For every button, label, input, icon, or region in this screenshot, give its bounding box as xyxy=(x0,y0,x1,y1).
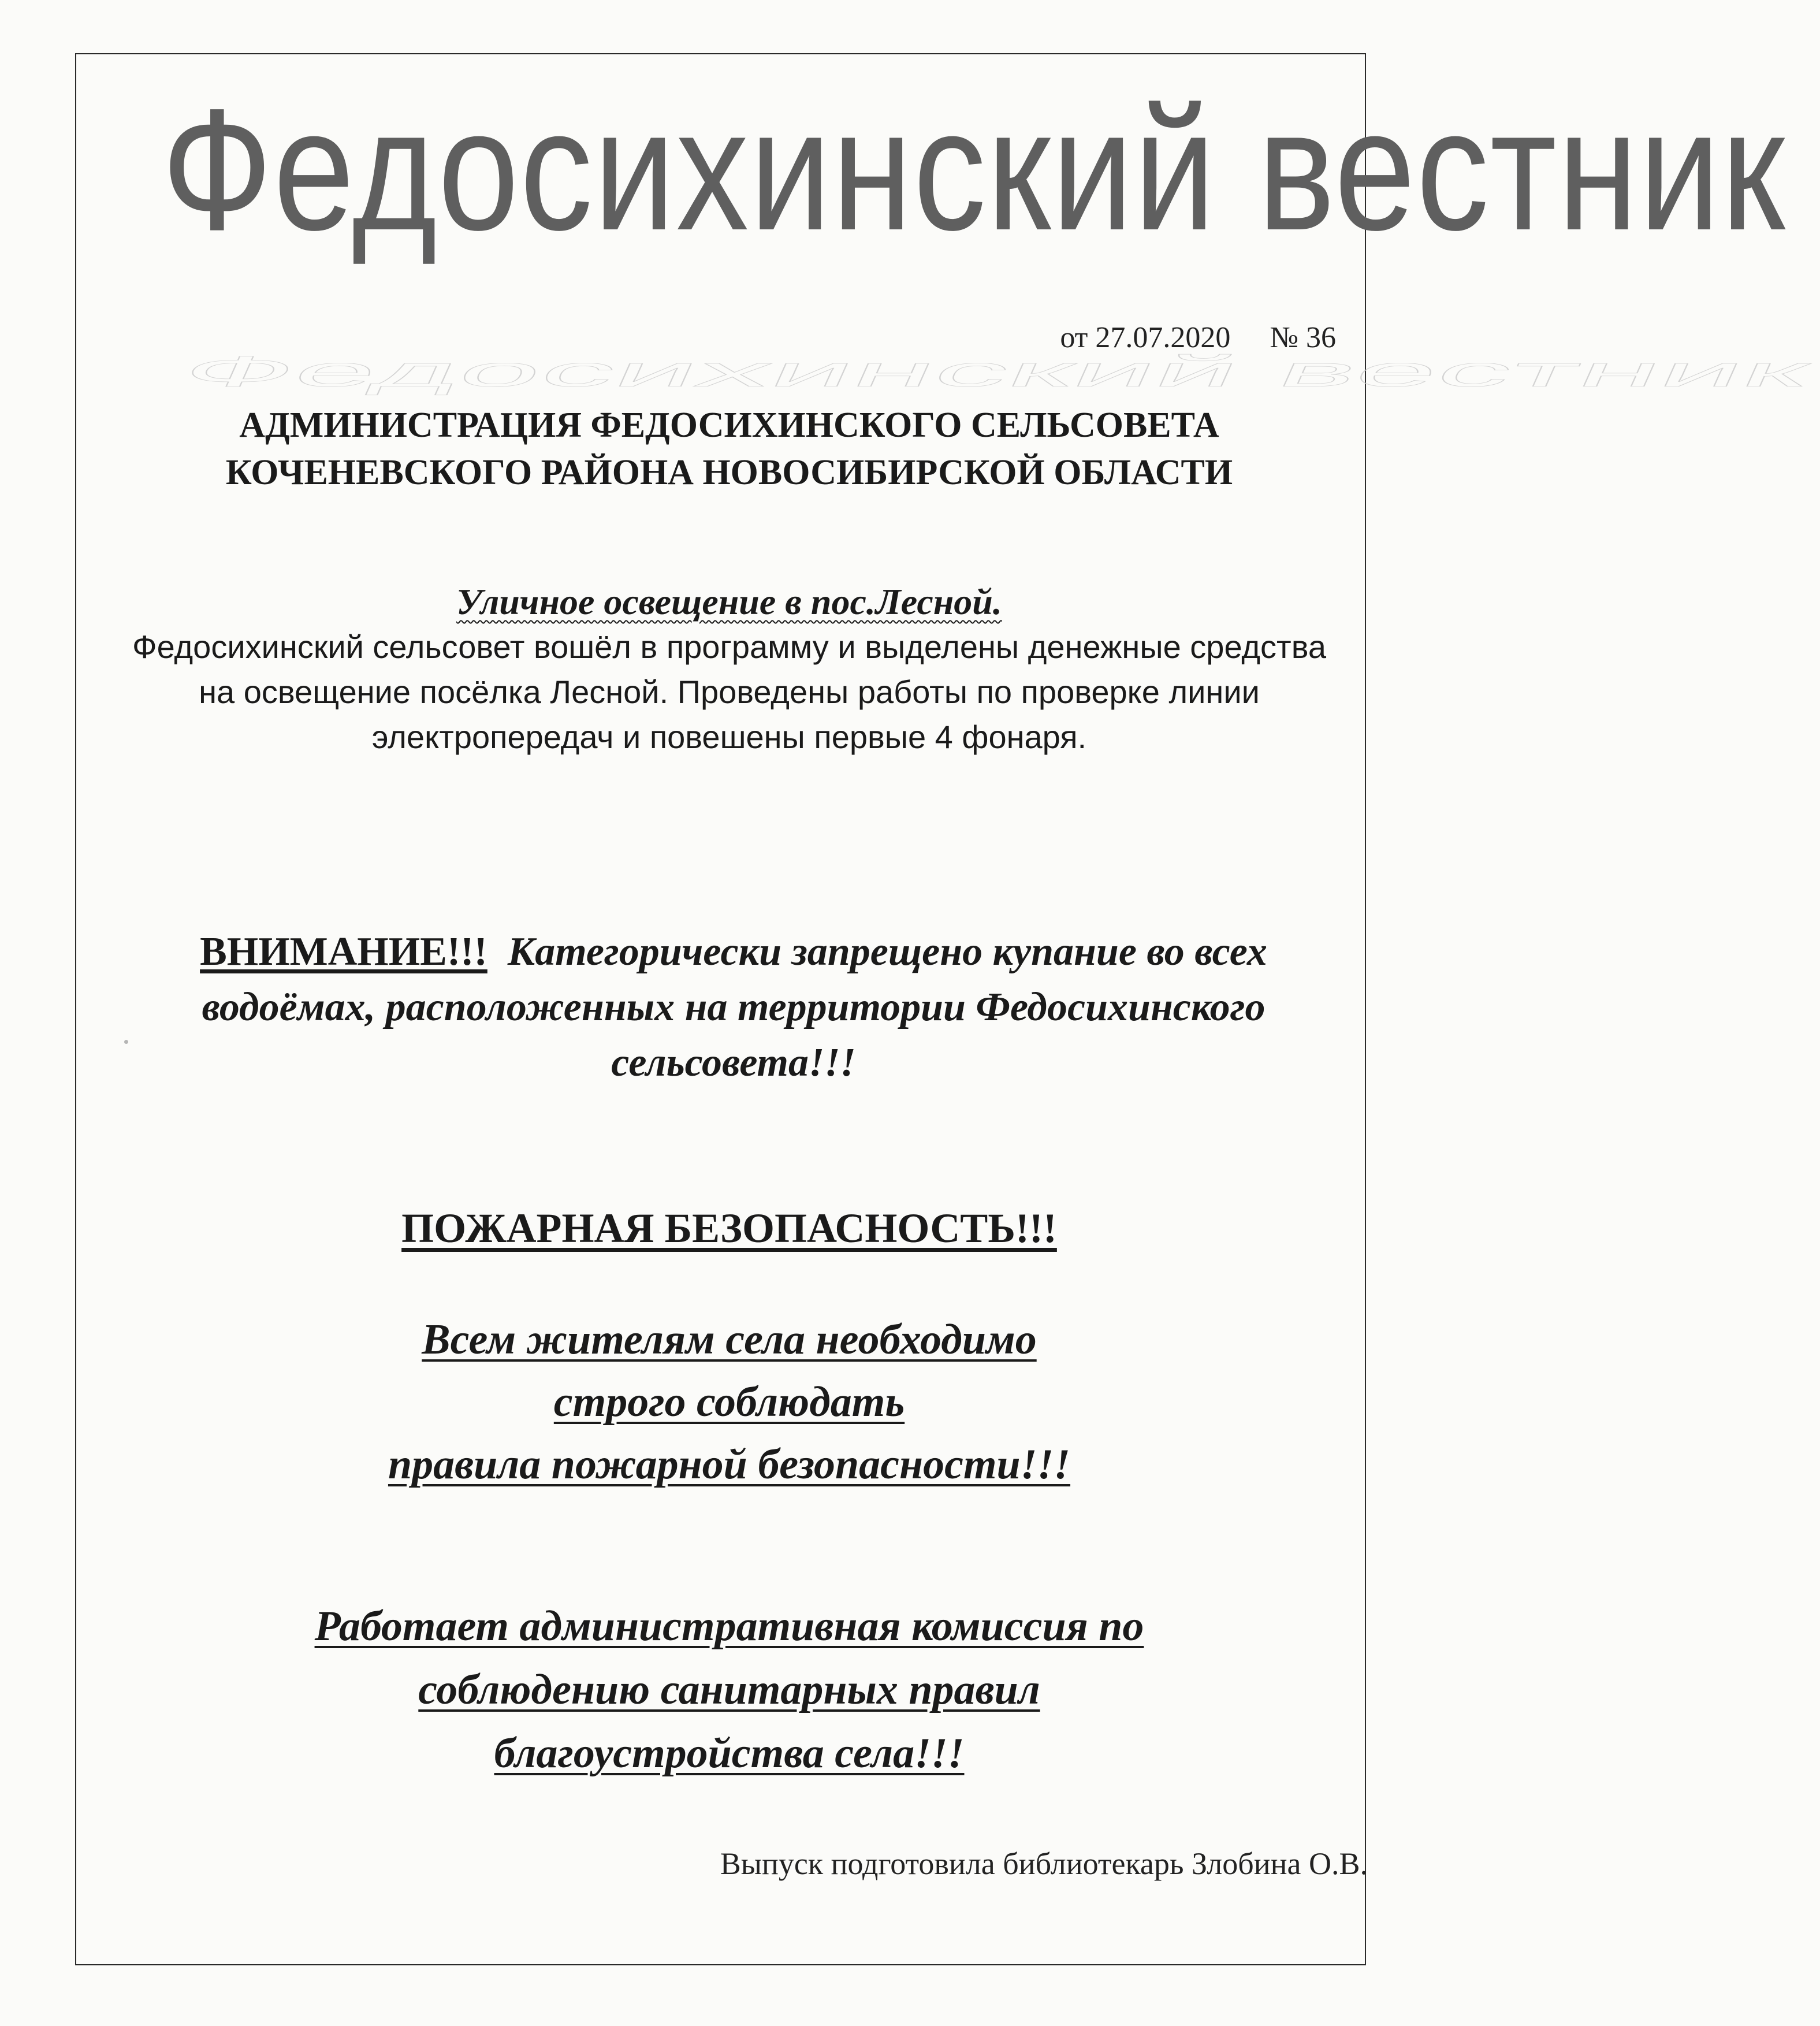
warning-section xyxy=(121,924,1346,1091)
warning-label: ВНИМАНИЕ!!! xyxy=(200,930,487,974)
commission-line-3: благоустройства села!!! xyxy=(494,1730,965,1777)
masthead-shadow: Федосихинский вестник xyxy=(173,347,1820,396)
scan-speck xyxy=(124,1040,128,1044)
administration-line-1: АДМИНИСТРАЦИЯ ФЕДОСИХИНСКОГО СЕЛЬСОВЕТА xyxy=(239,406,1219,445)
fire-safety-appeal xyxy=(75,1308,1383,1496)
fire-safety-line-3: правила пожарной безопасности!!! xyxy=(388,1441,1071,1488)
commission-line-2: соблюдению санитарных правил xyxy=(418,1666,1040,1713)
commission-notice xyxy=(75,1594,1383,1785)
issue-number: № 36 xyxy=(1270,321,1336,354)
footer-credit: Выпуск подготовила библиотекарь Злобина О.В. xyxy=(720,1846,1368,1881)
warning-text: Категорически запрещено купание во всех водоёмах, расположенных на территории Федосихинского сельсовета!!! xyxy=(202,930,1267,1085)
masthead-title: Федосихинский вестник xyxy=(162,72,1786,266)
fire-safety-line-1: Всем жителям села необходимо xyxy=(422,1316,1037,1363)
lighting-body: Федосихинский сельсовет вошёл в программу и выделены денежные средства на освещение посёлка Лесной. Проведены работы по проверке линии электропередач и повешены первые 4 фонаря. xyxy=(132,629,1326,755)
lighting-section xyxy=(75,581,1383,760)
fire-safety-line-2: строго соблюдать xyxy=(553,1378,905,1426)
administration-line-2: КОЧЕНЕВСКОГО РАЙОНА НОВОСИБИРСКОЙ ОБЛАСТИ xyxy=(225,453,1233,492)
fire-safety-title: ПОЖАРНАЯ БЕЗОПАСНОСТЬ!!! xyxy=(401,1205,1057,1251)
commission-line-1: Работает административная комиссия по xyxy=(314,1603,1144,1650)
lighting-title: Уличное освещение в пос.Лесной. xyxy=(456,581,1002,622)
issue-date: от 27.07.2020 xyxy=(1060,321,1231,354)
administration-header xyxy=(75,402,1383,496)
issue-info xyxy=(1060,321,1336,355)
